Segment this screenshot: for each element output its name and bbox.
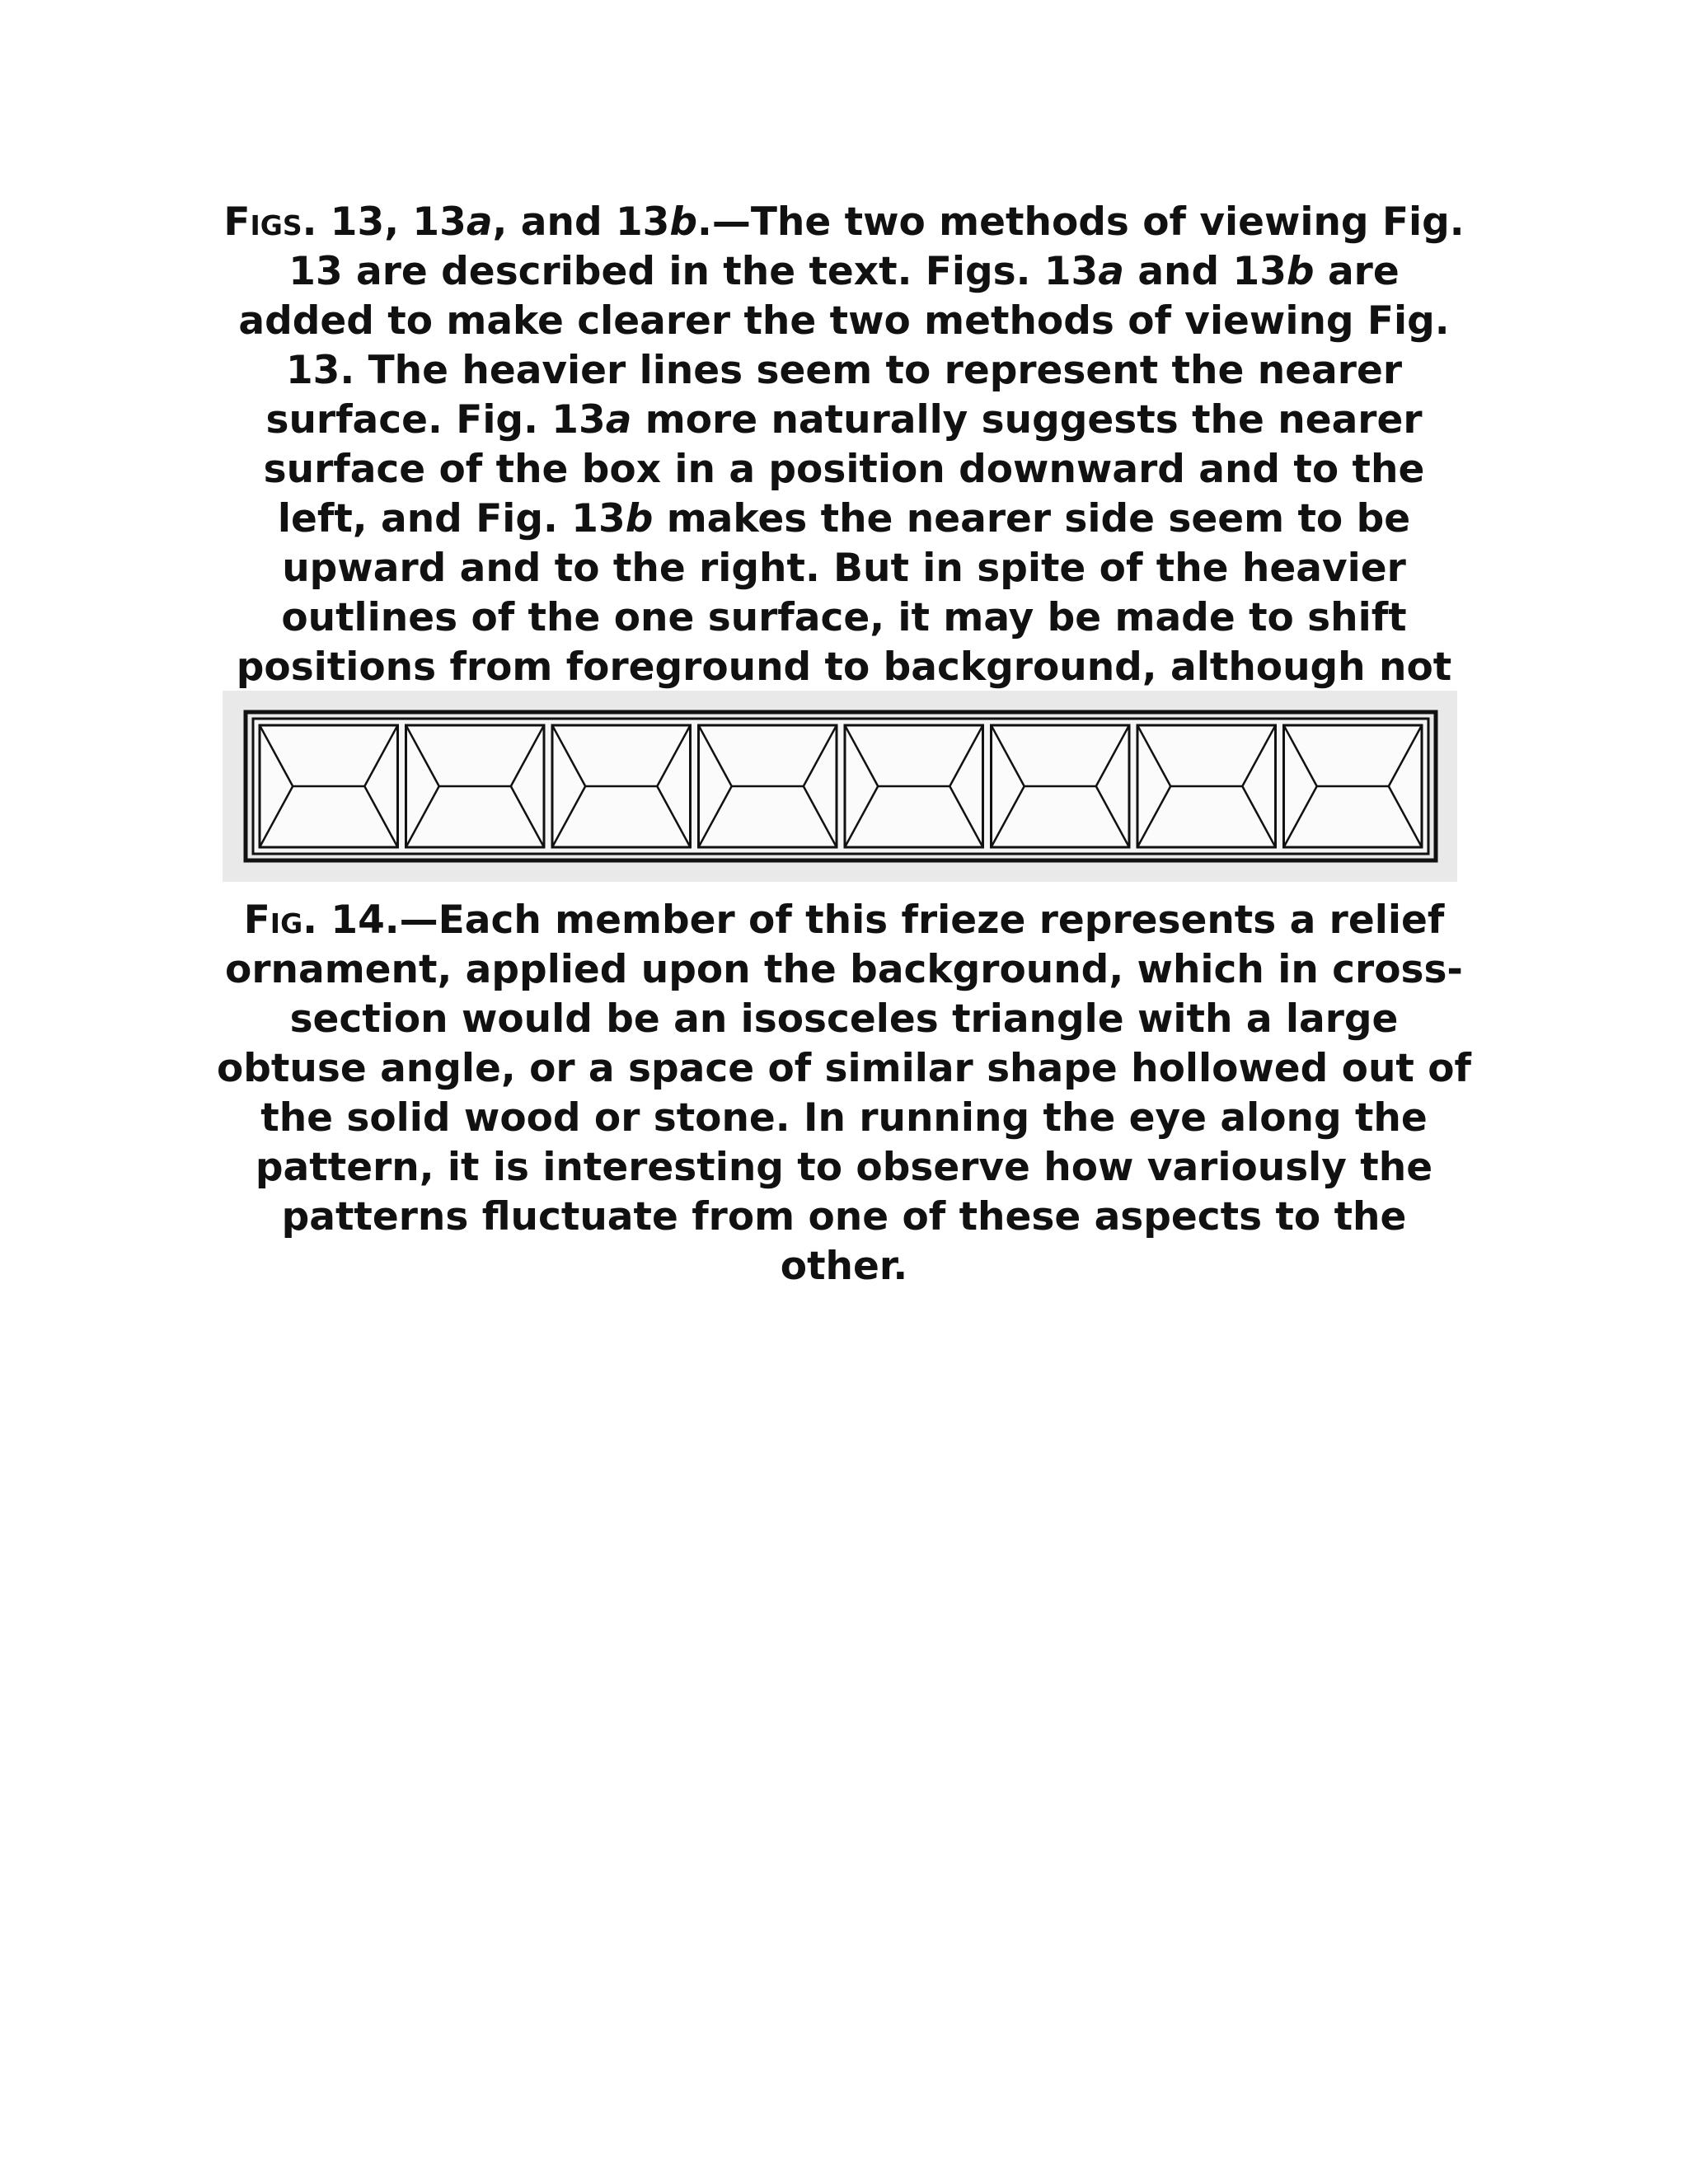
- figure-13-italic-b-2: b: [1286, 249, 1315, 294]
- frieze-panel: [260, 725, 398, 847]
- figure-14-caption-text: 14.—Each member of this frieze represents a relief ornament, applied upon the background, which in cross-section would be an isosceles triangle with a large obtuse angle, or a space of similar shape hollowed out of the solid wood or stone. In running the eye along the pattern, it is interesting to observe how variously the patterns fluctuate from one of these aspects to the other.: [217, 898, 1471, 1289]
- figure-14-label: Fig.: [243, 898, 318, 943]
- frieze-panel: [1284, 725, 1423, 847]
- frieze-panel: [552, 725, 691, 847]
- figure-13-italic-a-3: a: [605, 397, 632, 443]
- figure-14-frieze-illustration: [223, 691, 1457, 882]
- figure-14-caption: [214, 896, 1474, 1291]
- frieze-panel: [845, 725, 983, 847]
- figure-13-label: Figs.: [223, 199, 317, 245]
- figure-13-caption: [214, 198, 1474, 742]
- figure-13-body-2: and 13: [1123, 249, 1287, 294]
- figure-13-and: , and 13: [492, 199, 670, 245]
- figure-13-body-1: .—The two methods of viewing Fig. 13 are described in the text. Figs. 13: [288, 199, 1465, 294]
- figure-13-body-5: makes the nearer side seem to be upward and to the right. But in spite of the heavier outlines of the one surface, it may be made to shift positions from foreground to background, although not: [236, 496, 1452, 690]
- frieze-panel: [1137, 725, 1276, 847]
- frieze-panel: [992, 725, 1130, 847]
- figure-13-body-4: more naturally suggests the nearer surface of the box in a position downward and to the left, and Fig. 13: [263, 397, 1425, 541]
- figure-13-italic-b: b: [669, 199, 698, 245]
- figure-13-heading: 13, 13: [316, 199, 467, 245]
- figure-13-italic-b-3: b: [625, 496, 654, 541]
- figure-13-italic-a: a: [466, 199, 493, 245]
- figure-13-italic-a-2: a: [1098, 249, 1124, 294]
- frieze-panel: [406, 725, 545, 847]
- figure-13-body-3: are added to make clearer the two methods of viewing Fig. 13. The heavier lines seem to represent the nearer surface. Fig. 13: [238, 249, 1450, 443]
- frieze-panel: [699, 725, 837, 847]
